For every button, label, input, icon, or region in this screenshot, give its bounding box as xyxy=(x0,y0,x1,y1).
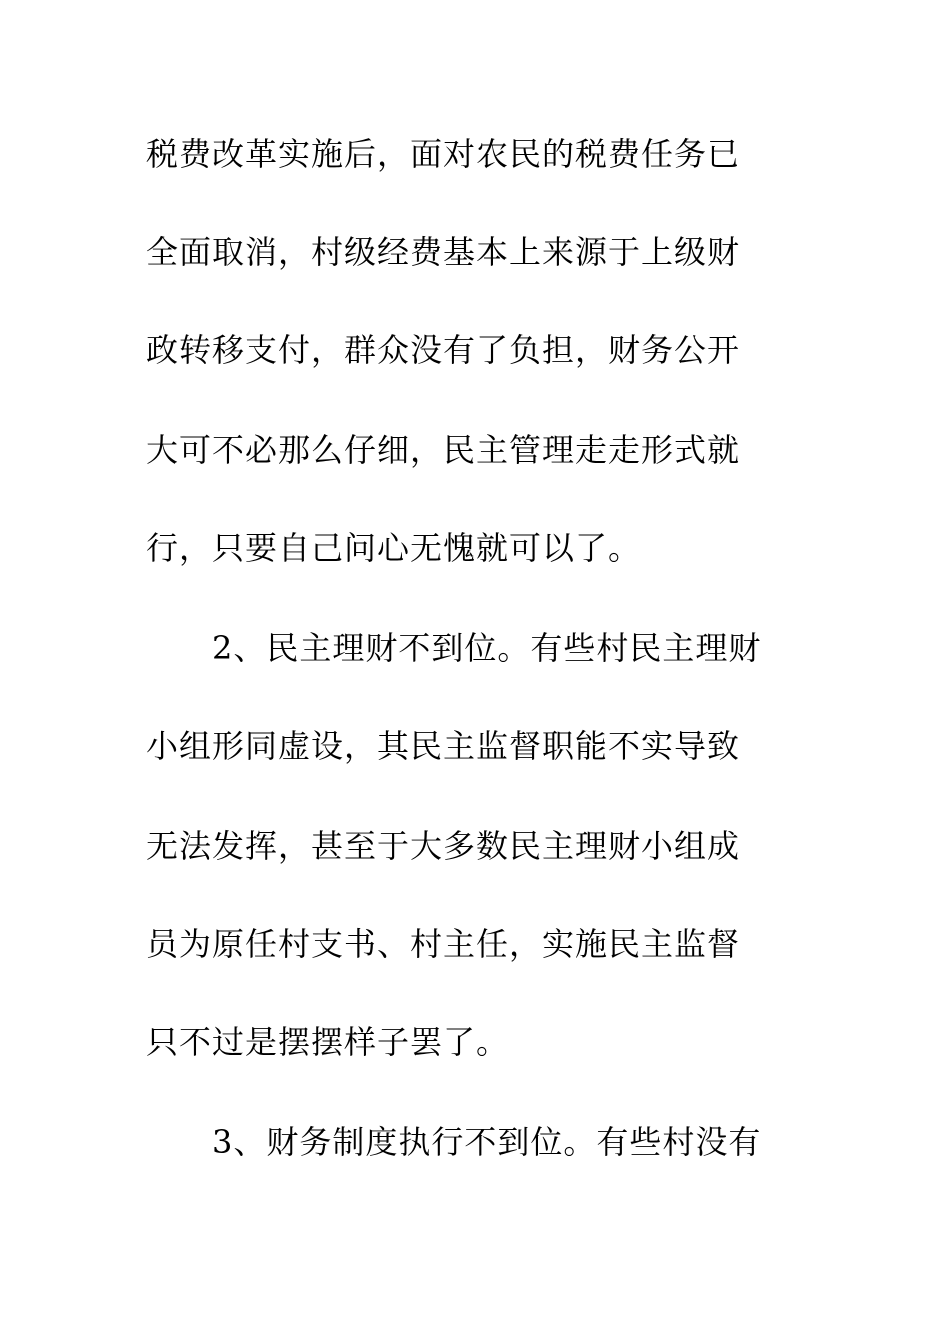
text-line: 行，只要自己问心无愧就可以了。 xyxy=(146,529,642,567)
paragraph-start-line: 3、财务制度执行不到位。有些村没有 xyxy=(212,1123,762,1161)
text-line: 大可不必那么仔细，民主管理走走形式就 xyxy=(146,431,741,469)
paragraph-start-line: 2、民主理财不到位。有些村民主理财 xyxy=(212,629,762,667)
text-line: 只不过是摆摆样子罢了。 xyxy=(146,1023,510,1061)
text-line: 税费改革实施后，面对农民的税费任务已 xyxy=(146,135,741,173)
text-line: 员为原任村支书、村主任，实施民主监督 xyxy=(146,925,741,963)
text-line: 无法发挥，甚至于大多数民主理财小组成 xyxy=(146,827,741,865)
text-line: 小组形同虚设，其民主监督职能不实导致 xyxy=(146,727,741,765)
text-line: 全面取消，村级经费基本上来源于上级财 xyxy=(146,233,741,271)
text-line: 政转移支付，群众没有了负担，财务公开 xyxy=(146,331,741,369)
